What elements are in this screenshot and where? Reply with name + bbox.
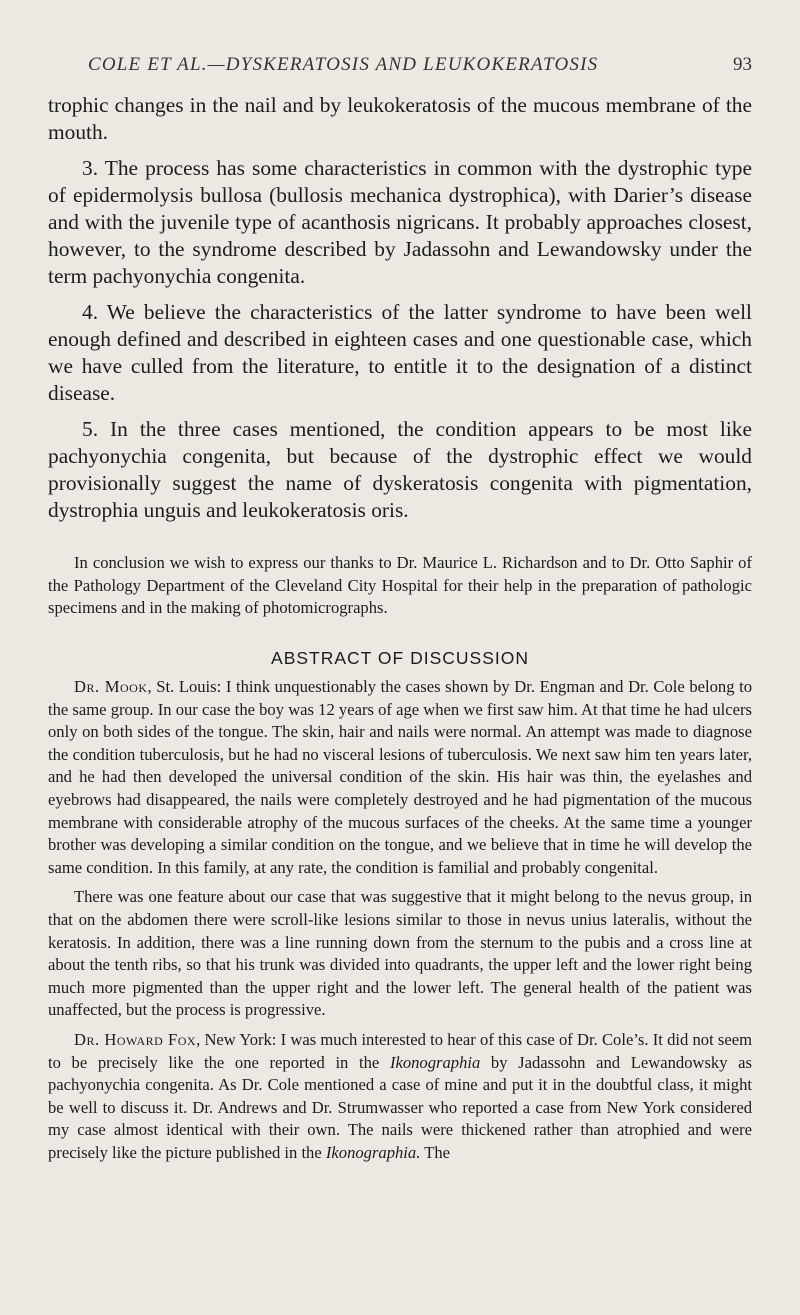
journal-title: Ikonographia. bbox=[325, 1142, 421, 1162]
abstract-heading: ABSTRACT OF DISCUSSION bbox=[271, 648, 529, 668]
conclusion-continued: trophic changes in the nail and by leukokeratosis of the mucous membrane of the mouth. bbox=[48, 93, 752, 144]
conclusion-item-3: 3. The process has some characteristics in common with the dystrophic type of epidermolysis bullosa (bullosis mechanica dystrophica), with Darier’s disease and with the juvenile type of acanthosis nigricans. It probably approaches closest, however, to the syndrome described by Jadassohn and Lewandowsky under the term pachyonychia congenita. bbox=[48, 156, 752, 288]
paragraph-text: I was much interested to hear of this case of Dr. Cole’s. It did not seem to be precisely like the one reported in the bbox=[48, 1029, 752, 1072]
discussion-section bbox=[48, 676, 752, 1171]
paragraph-text: I think unquestionably the cases shown by Dr. Engman and Dr. Cole belong to the same group. In our case the boy was 12 years of age when we first saw him. At that time he had ulcers only on both sides of the tongue. The skin, hair and nails were normal. An attempt was made to diagnose the condition tuberculosis, but he had no visceral lesions of tuberculosis. We next saw him ten years later, and he had then developed the universal condition of the skin. His hair was thin, the eyelashes and eyebrows had disappeared, the nails were completely destroyed and he had pigmentation of the mucous membrane with considerable atrophy of the mucous surfaces of the cheeks. At the same time a younger brother was developing a similar condition on the tongue, and we believe that in time he will develop the same condition. In this family, at any rate, the condition is familial and probably congenital. bbox=[48, 677, 753, 877]
running-title: COLE ET AL.—DYSKERATOSIS AND LEUKOKERATOSIS bbox=[88, 54, 599, 75]
discussion-paragraph-fox bbox=[48, 1029, 752, 1165]
speaker-location: , St. Louis: bbox=[147, 677, 222, 696]
conclusion-item-4: 4. We believe the characteristics of the latter syndrome to have been well enough defined and described in eighteen cases and one questionable case, which we have culled from the literature, to entitle it to the designation of a distinct disease. bbox=[48, 300, 752, 405]
discussion-paragraph-mook bbox=[48, 676, 752, 879]
acknowledgment-paragraph: In conclusion we wish to express our thanks to Dr. Maurice L. Richardson and to Dr. Otto Saphir of the Pathology Department of the Cleveland City Hospital for their help in the preparation of pathologic specimens and in the making of photomicrographs. bbox=[48, 553, 752, 618]
discussion-paragraph-mook-2: There was one feature about our case that was suggestive that it might belong to the nevus group, in that on the abdomen there were scroll-like lesions similar to those in nevus unius lateralis, without the keratosis. In addition, there was a line running down from the sternum to the pubis and a cross line at about the tenth ribs, so that his trunk was divided into quadrants, the upper left and the lower right being much more pigmented than the upper right and the lower left. The general health of the patient was unaffected, but the process is progressive. bbox=[48, 887, 752, 1020]
running-header bbox=[88, 54, 752, 76]
speaker-name: Dr. Howard Fox bbox=[74, 1029, 197, 1049]
acknowledgment-section bbox=[48, 552, 752, 627]
speaker-location: , New York: bbox=[196, 1029, 277, 1049]
paragraph-text: by Jadassohn and Lewandowsky as pachyonychia congenita. As Dr. Cole mentioned a case of mine and put it in the doubtful class, it might be well to discuss it. Dr. Andrews and Dr. Strumwasser who reported a case from New York considered my case almost identical with their own. The nails were thickened rather than atrophied and were precisely like the picture published in the bbox=[48, 1052, 752, 1162]
speaker-name: Dr. Mook bbox=[74, 677, 148, 696]
journal-title: Ikonographia bbox=[389, 1052, 481, 1072]
paragraph-text: The bbox=[420, 1142, 451, 1162]
conclusion-item-5: 5. In the three cases mentioned, the condition appears to be most like pachyonychia congenita, but because of the dystrophic effect we would provisionally suggest the name of dyskeratosis congenita with pigmentation, dystrophia unguis and leukokeratosis oris. bbox=[48, 417, 752, 522]
conclusions-section bbox=[48, 92, 752, 533]
page-number: 93 bbox=[733, 54, 752, 75]
